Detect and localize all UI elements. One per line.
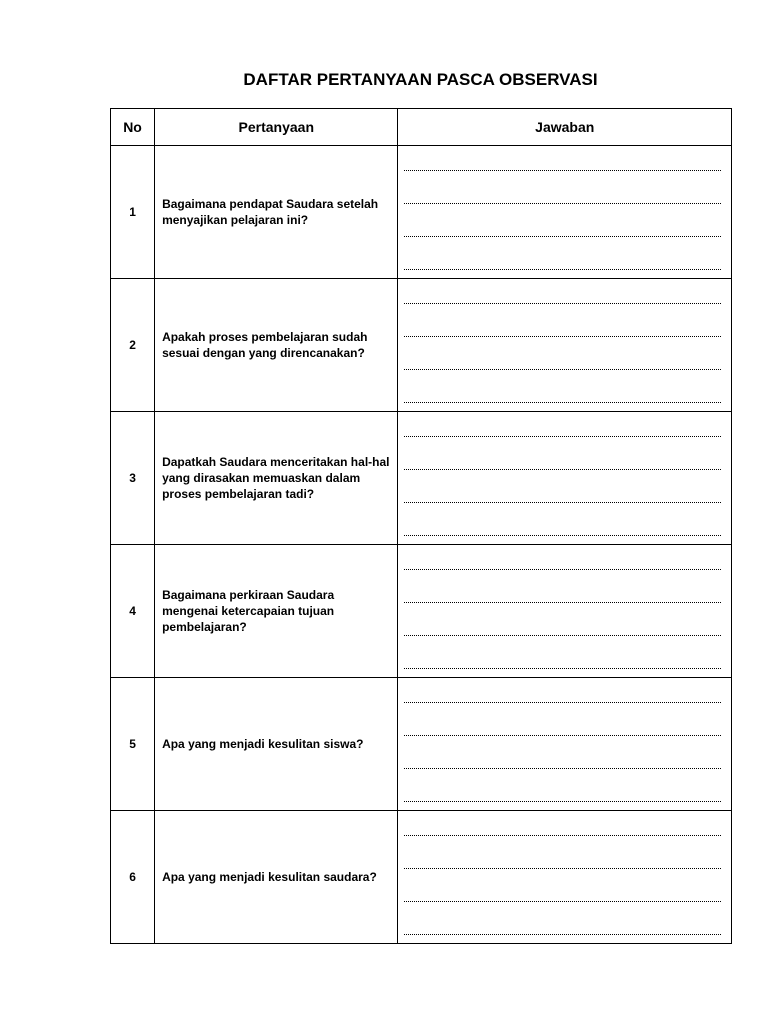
answer-dotted-line <box>404 768 721 769</box>
row-number: 5 <box>111 678 155 811</box>
answer-dotted-line <box>404 303 721 304</box>
header-no: No <box>111 109 155 146</box>
answer-lines[interactable] <box>404 279 721 411</box>
answer-cell[interactable] <box>398 146 732 279</box>
answer-dotted-line <box>404 735 721 736</box>
answer-dotted-line <box>404 668 721 669</box>
answer-dotted-line <box>404 436 721 437</box>
question-cell <box>155 412 398 545</box>
answer-dotted-line <box>404 569 721 570</box>
observation-question-table <box>110 108 732 944</box>
answer-cell[interactable] <box>398 545 732 678</box>
answer-dotted-line <box>404 469 721 470</box>
answer-dotted-line <box>404 702 721 703</box>
answer-dotted-line <box>404 236 721 237</box>
answer-lines[interactable] <box>404 678 721 810</box>
answer-dotted-line <box>404 901 721 902</box>
answer-cell[interactable] <box>398 279 732 412</box>
table-row <box>111 412 732 545</box>
question-text: Dapatkah Saudara menceritakan hal-hal yang dirasakan memuaskan dalam proses pembelajaran tadi? <box>162 455 390 501</box>
row-number: 6 <box>111 811 155 944</box>
table-header-row <box>111 109 732 146</box>
question-text: Bagaimana perkiraan Saudara mengenai ketercapaian tujuan pembelajaran? <box>162 588 335 634</box>
question-cell <box>155 146 398 279</box>
question-text: Apa yang menjadi kesulitan saudara? <box>162 870 377 884</box>
row-number: 4 <box>111 545 155 678</box>
table-row <box>111 279 732 412</box>
answer-dotted-line <box>404 801 721 802</box>
table-row <box>111 545 732 678</box>
question-text: Bagaimana pendapat Saudara setelah menyajikan pelajaran ini? <box>162 197 379 227</box>
answer-dotted-line <box>404 369 721 370</box>
answer-dotted-line <box>404 402 721 403</box>
answer-cell[interactable] <box>398 412 732 545</box>
header-question: Pertanyaan <box>155 109 398 146</box>
answer-lines[interactable] <box>404 811 721 943</box>
question-text: Apa yang menjadi kesulitan siswa? <box>162 737 364 751</box>
answer-dotted-line <box>404 635 721 636</box>
row-number: 1 <box>111 146 155 279</box>
answer-cell[interactable] <box>398 811 732 944</box>
row-number: 3 <box>111 412 155 545</box>
answer-dotted-line <box>404 868 721 869</box>
answer-lines[interactable] <box>404 545 721 677</box>
question-cell <box>155 545 398 678</box>
answer-dotted-line <box>404 269 721 270</box>
answer-dotted-line <box>404 934 721 935</box>
question-cell <box>155 279 398 412</box>
question-cell <box>155 678 398 811</box>
answer-dotted-line <box>404 336 721 337</box>
answer-lines[interactable] <box>404 412 721 544</box>
answer-lines[interactable] <box>404 146 721 278</box>
page-title: DAFTAR PERTANYAAN PASCA OBSERVASI <box>243 70 598 89</box>
table-row <box>111 678 732 811</box>
answer-dotted-line <box>404 170 721 171</box>
answer-dotted-line <box>404 203 721 204</box>
answer-dotted-line <box>404 535 721 536</box>
question-cell <box>155 811 398 944</box>
answer-dotted-line <box>404 835 721 836</box>
question-text: Apakah proses pembelajaran sudah sesuai dengan yang direncanakan? <box>162 330 368 360</box>
answer-dotted-line <box>404 502 721 503</box>
answer-cell[interactable] <box>398 678 732 811</box>
table-row <box>111 811 732 944</box>
row-number: 2 <box>111 279 155 412</box>
table-row <box>111 146 732 279</box>
answer-dotted-line <box>404 602 721 603</box>
header-answer: Jawaban <box>398 109 732 146</box>
